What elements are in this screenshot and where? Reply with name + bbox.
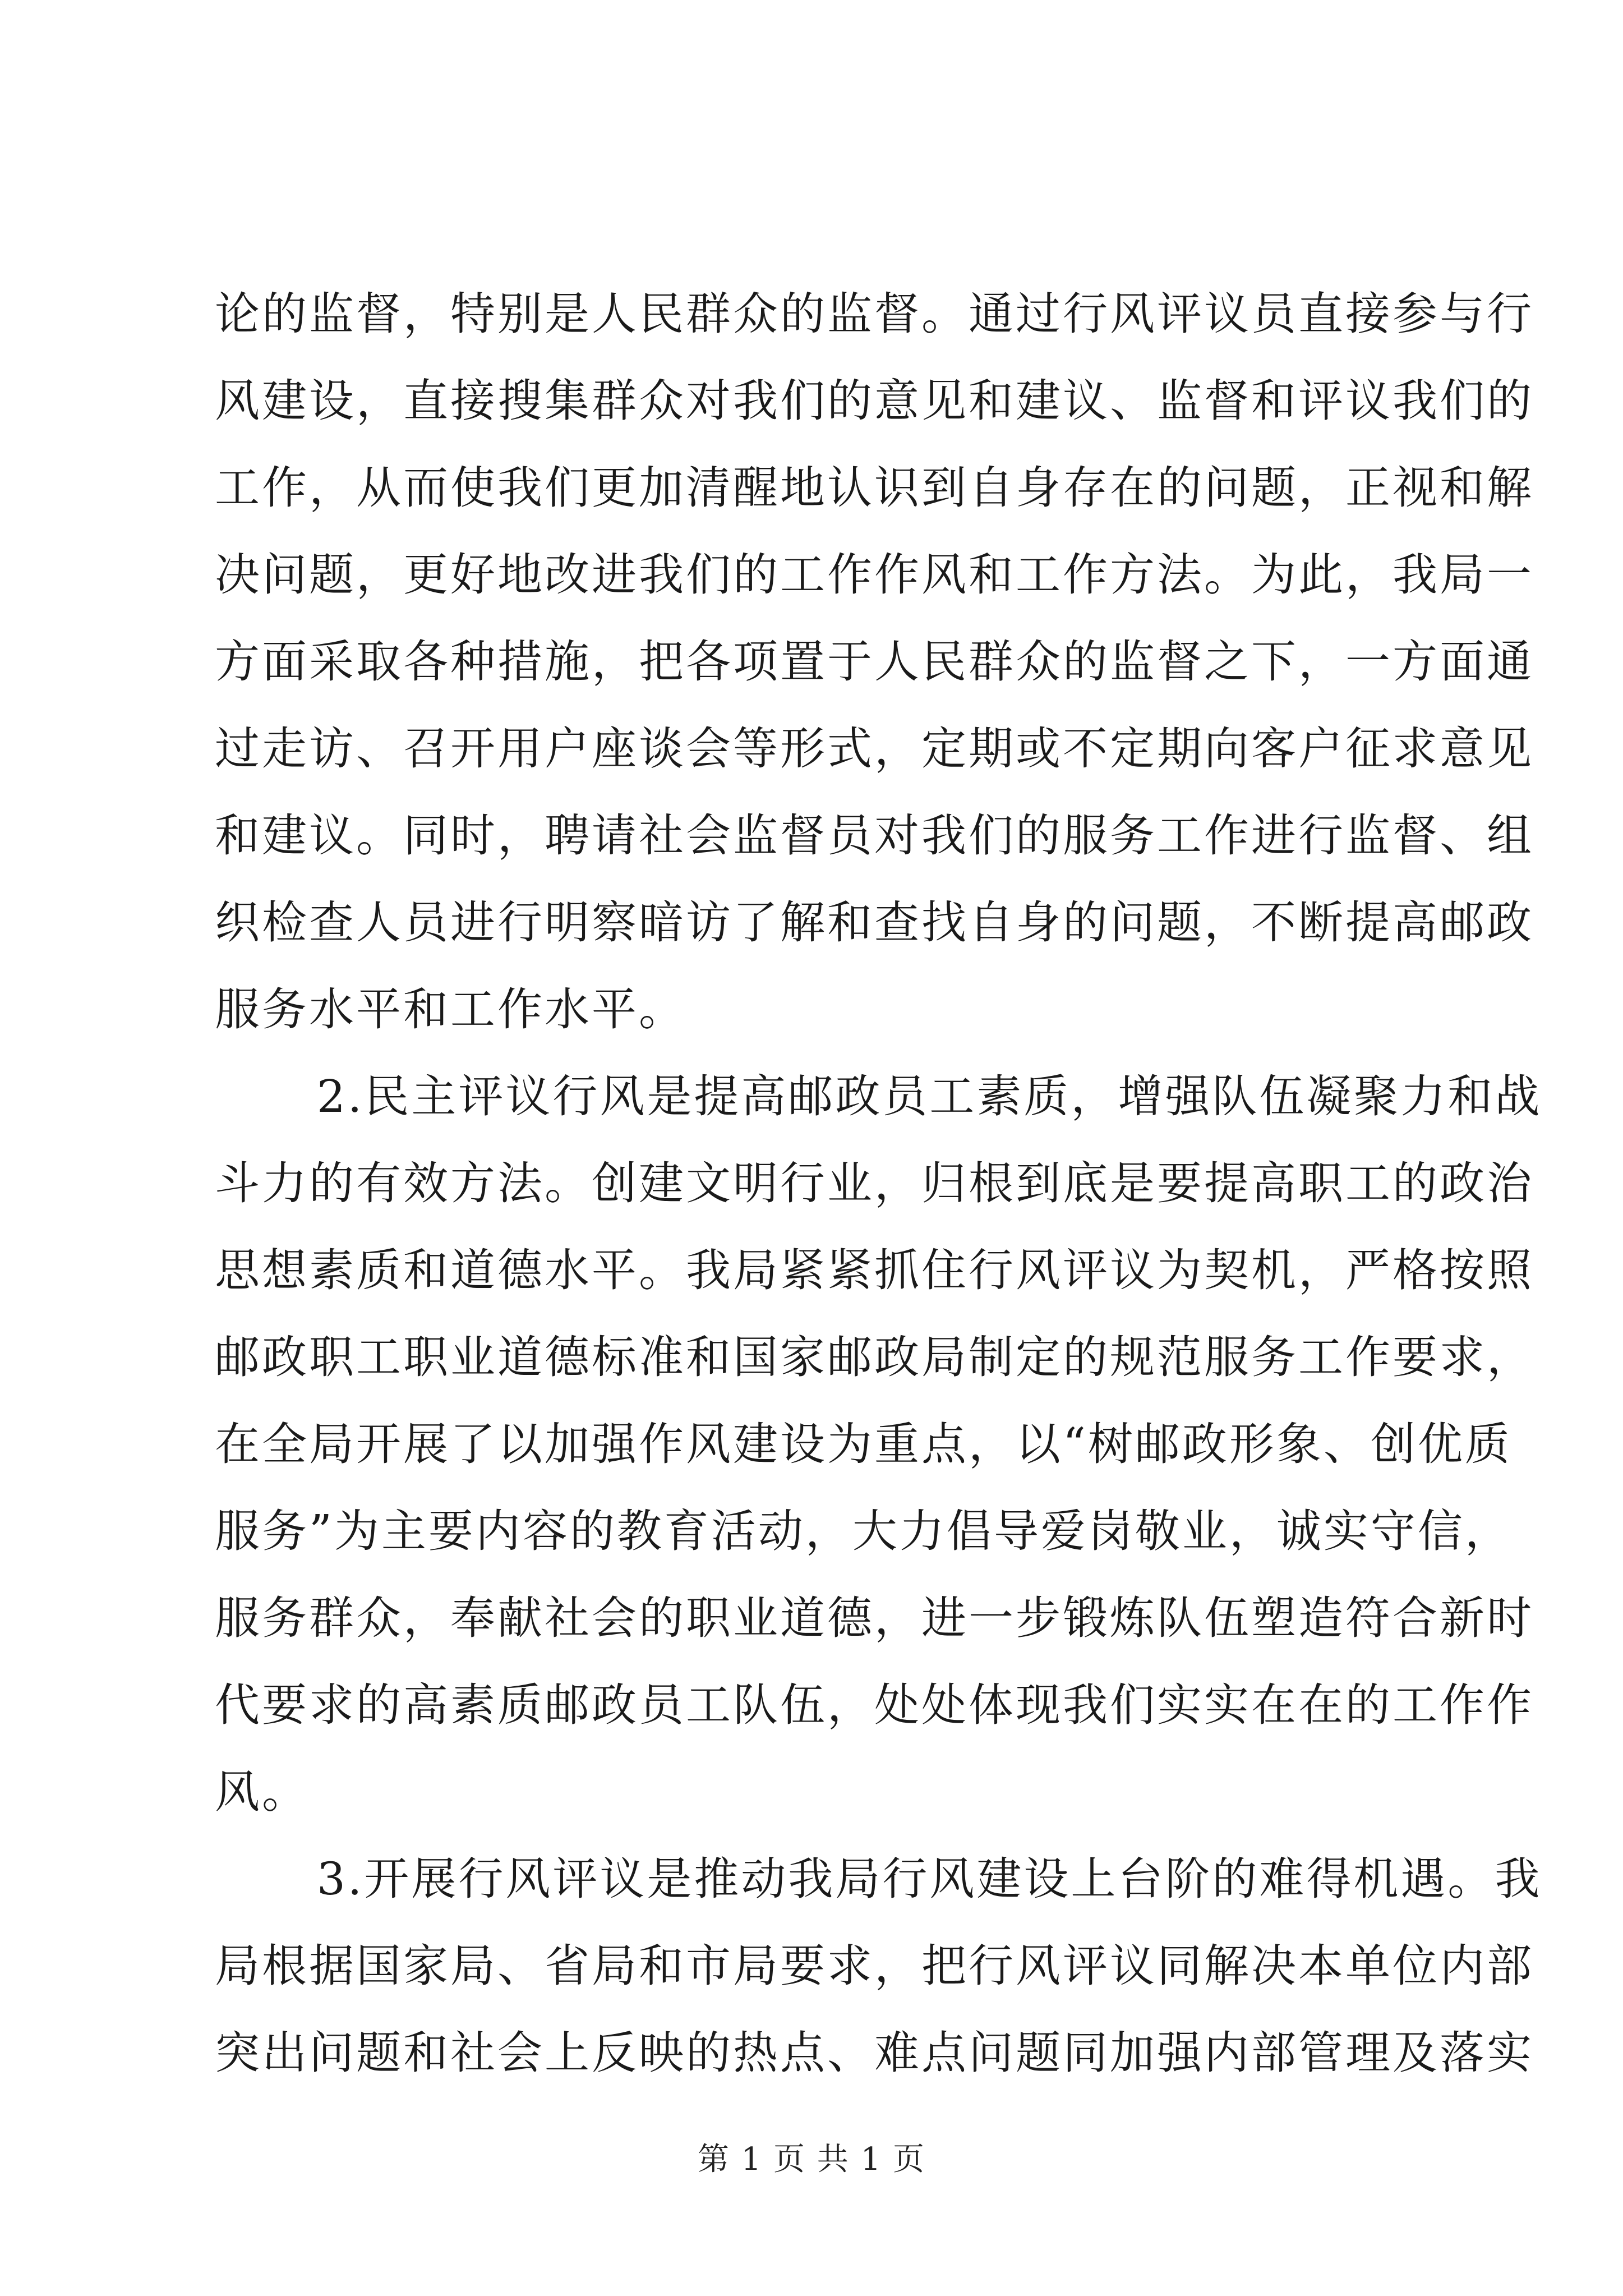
text-line: 代要求的高素质邮政员工队伍，处处体现我们实实在在的工作作	[215, 1679, 1534, 1731]
text-line: 风。	[215, 1766, 309, 1818]
text-line: 斗力的有效方法。创建文明行业，归根到底是要提高职工的政治	[215, 1157, 1534, 1209]
text-line: 局根据国家局、省局和市局要求，把行风评议同解决本单位内部	[215, 1940, 1534, 1992]
paragraph-2-first-line: 2.民主评议行风是提高邮政员工素质，增强队伍凝聚力和战	[317, 1070, 1542, 1122]
text-line: 突出问题和社会上反映的热点、难点问题同加强内部管理及落实	[215, 2027, 1534, 2079]
text-line: 论的监督，特别是人民群众的监督。通过行风评议员直接参与行	[215, 288, 1534, 340]
text-line: 服务群众，奉献社会的职业道德，进一步锻炼队伍塑造符合新时	[215, 1592, 1534, 1644]
text-line: 和建议。同时，聘请社会监督员对我们的服务工作进行监督、组	[215, 809, 1534, 862]
text-line: 服务水平和工作水平。	[215, 983, 686, 1036]
text-line: 工作，从而使我们更加清醒地认识到自身存在的问题，正视和解	[215, 462, 1534, 514]
text-line: 在全局开展了以加强作风建设为重点，以“树邮政形象、创优质	[215, 1418, 1512, 1470]
text-line: 方面采取各种措施，把各项置于人民群众的监督之下，一方面通	[215, 636, 1534, 688]
text-line: 思想素质和道德水平。我局紧紧抓住行风评议为契机，严格按照	[215, 1244, 1534, 1296]
text-line: 织检查人员进行明察暗访了解和查找自身的问题，不断提高邮政	[215, 896, 1534, 949]
text-line: 过走访、召开用户座谈会等形式，定期或不定期向客户征求意见	[215, 723, 1534, 775]
paragraph-3-first-line: 3.开展行风评议是推动我局行风建设上台阶的难得机遇。我	[317, 1853, 1542, 1905]
text-line: 决问题，更好地改进我们的工作作风和工作方法。为此，我局一	[215, 549, 1534, 601]
text-line: 邮政职工职业道德标准和国家邮政局制定的规范服务工作要求，	[215, 1331, 1534, 1383]
text-line: 服务”为主要内容的教育活动，大力倡导爱岗敬业，诚实守信，	[215, 1505, 1512, 1557]
text-line: 风建设，直接搜集群众对我们的意见和建议、监督和评议我们的	[215, 375, 1534, 427]
page-footer: 第 1 页 共 1 页	[697, 2141, 926, 2178]
